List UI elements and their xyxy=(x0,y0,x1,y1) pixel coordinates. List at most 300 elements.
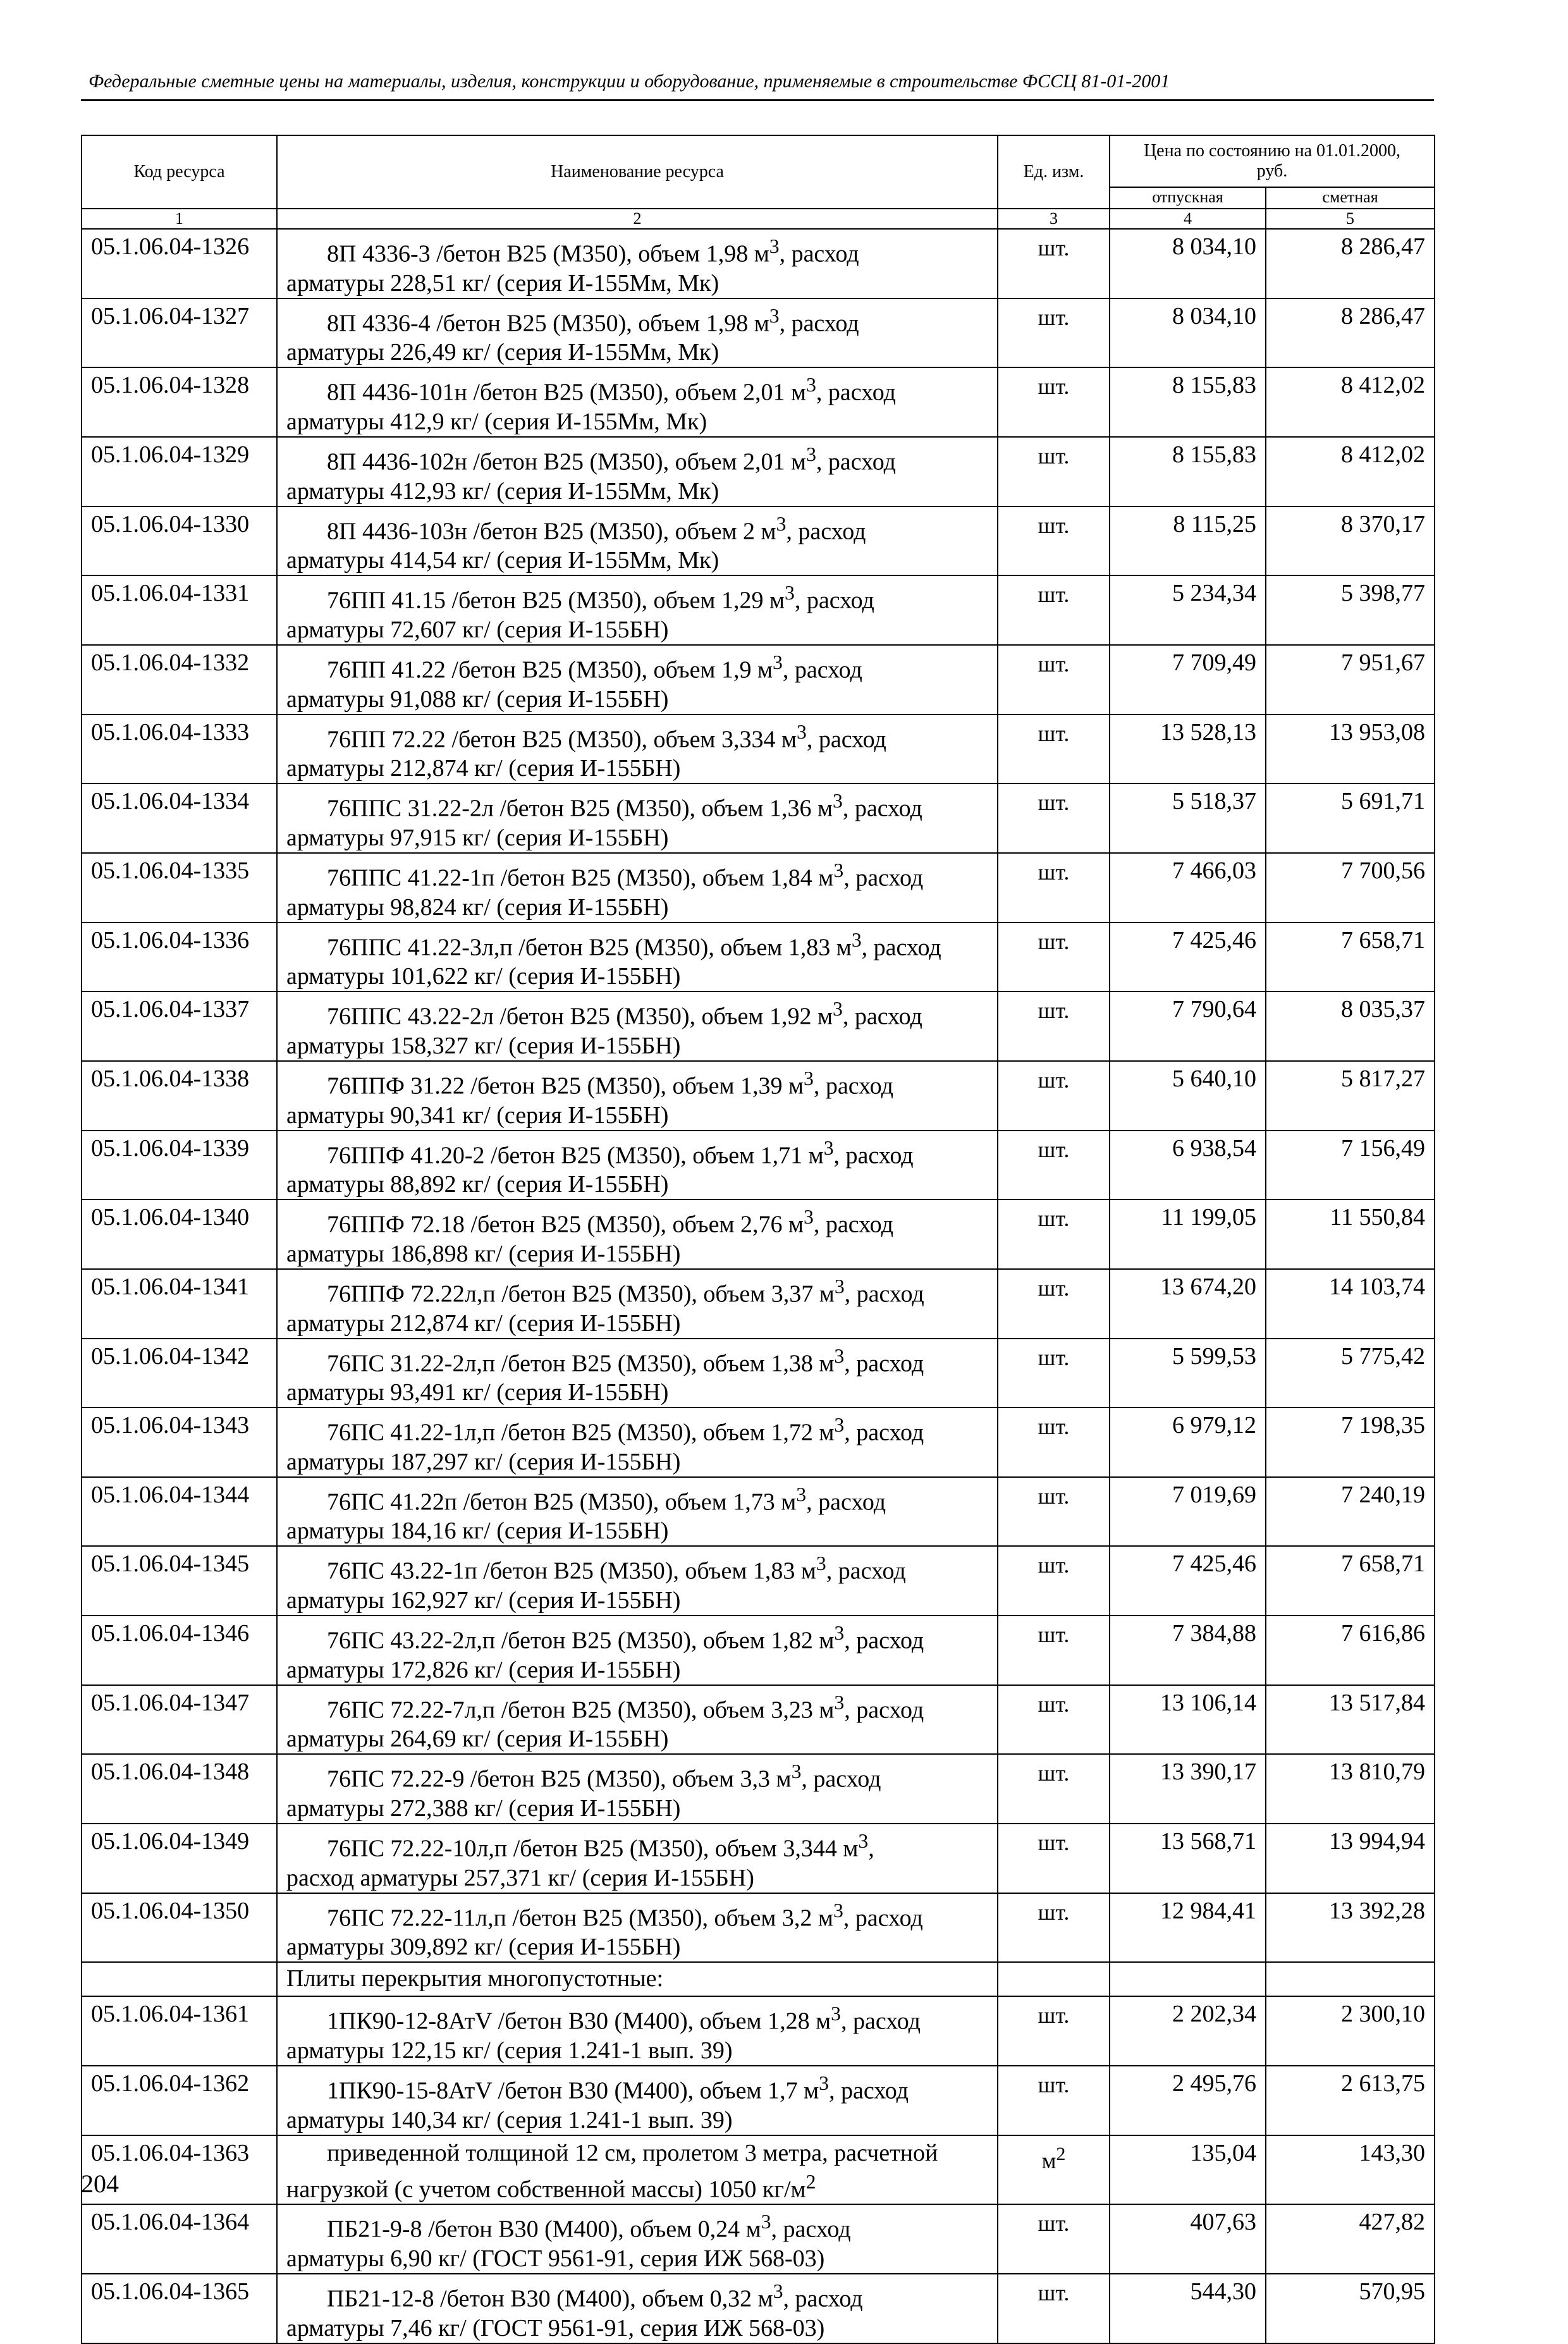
resource-name-line2 xyxy=(286,685,989,714)
unit-text: шт. xyxy=(1038,1344,1070,1370)
unit-text: шт. xyxy=(1038,582,1070,608)
line1-superscript: 3 xyxy=(796,1483,807,1506)
table-row xyxy=(82,923,1435,992)
resource-code: 05.1.06.04-1342 xyxy=(82,1339,277,1408)
line2-text: нагрузкой (с учетом собственной массы) 1050 кг/м xyxy=(286,2176,806,2203)
line1-tail: , расход xyxy=(779,240,859,267)
resource-name xyxy=(277,1824,998,1893)
unit-of-measure xyxy=(998,923,1110,992)
release-price: 7 425,46 xyxy=(1110,1546,1266,1616)
resource-name-line2 xyxy=(286,754,989,783)
resource-name-line2 xyxy=(286,546,989,575)
release-price: 6 979,12 xyxy=(1110,1408,1266,1477)
column-number: 1 xyxy=(82,209,277,229)
unit-of-measure xyxy=(998,1893,1110,1963)
line1-text: 76ПП 72.22 /бетон В25 (М350), объем 3,334 м xyxy=(327,726,797,753)
unit-text: шт. xyxy=(1038,1483,1070,1509)
resource-name-line2 xyxy=(286,1170,989,1199)
line1-superscript: 3 xyxy=(834,1344,845,1367)
resource-name xyxy=(277,923,998,992)
page-number: 204 xyxy=(81,2169,119,2198)
table-row xyxy=(82,229,1435,298)
line2-text: арматуры 228,51 кг/ (серия И-155Мм, Мк) xyxy=(286,269,720,297)
resource-name xyxy=(277,367,998,437)
resource-name-line2 xyxy=(286,2036,989,2065)
resource-name-line2 xyxy=(286,2106,989,2135)
resource-name-line1 xyxy=(286,1757,989,1794)
unit-text: шт. xyxy=(1038,1275,1070,1301)
resource-code: 05.1.06.04-1337 xyxy=(82,991,277,1061)
unit-text: шт. xyxy=(1038,1552,1070,1578)
line1-text: 76ПС 43.22-2л,п /бетон В25 (М350), объем 1,82 м xyxy=(327,1627,835,1654)
unit-text: шт. xyxy=(1038,1899,1070,1925)
resource-name xyxy=(277,645,998,715)
resource-name-line1 xyxy=(286,1619,989,1655)
release-price: 7 466,03 xyxy=(1110,853,1266,923)
unit-of-measure xyxy=(998,298,1110,368)
unit-text: шт. xyxy=(1038,790,1070,816)
unit-of-measure xyxy=(998,2135,1110,2205)
estimate-price: 8 370,17 xyxy=(1266,506,1435,576)
resource-name-line2 xyxy=(286,477,989,506)
unit-of-measure xyxy=(998,1200,1110,1269)
unit-text: шт. xyxy=(1038,2280,1070,2306)
line1-tail: , расход xyxy=(779,310,859,337)
resource-code: 05.1.06.04-1362 xyxy=(82,2066,277,2135)
line1-tail: , расход xyxy=(833,1142,914,1169)
unit-text: шт. xyxy=(1038,720,1070,746)
estimate-price: 5 398,77 xyxy=(1266,575,1435,645)
resource-code: 05.1.06.04-1347 xyxy=(82,1685,277,1755)
table-row xyxy=(82,2135,1435,2205)
line1-tail: , расход xyxy=(816,448,896,476)
estimate-price: 8 286,47 xyxy=(1266,298,1435,368)
release-price: 8 155,83 xyxy=(1110,367,1266,437)
line1-text: 1ПК90-15-8АтV /бетон В30 (М400), объем 1,7 м xyxy=(327,2077,819,2104)
table-row xyxy=(82,437,1435,506)
line1-text: 1ПК90-12-8АтV /бетон В30 (М400), объем 1,28 м xyxy=(327,2008,831,2035)
column-number: 3 xyxy=(998,209,1110,229)
column-header-name: Наименование ресурса xyxy=(277,135,998,209)
resource-name xyxy=(277,1546,998,1616)
unit-text: шт. xyxy=(1038,2003,1070,2028)
running-header: Федеральные сметные цены на материалы, изделия, конструкции и оборудование, применяемые в строительстве ФССЦ 81-01-2001 xyxy=(89,71,1170,92)
resource-name xyxy=(277,1200,998,1269)
line1-superscript: 3 xyxy=(834,1691,845,1714)
line2-text: арматуры 97,915 кг/ (серия И-155БН) xyxy=(286,824,669,851)
line1-tail: , расход xyxy=(801,1766,881,1793)
line2-text: арматуры 93,491 кг/ (серия И-155БН) xyxy=(286,1379,669,1406)
line1-text: 76ПП 41.22 /бетон В25 (М350), объем 1,9 м xyxy=(327,656,773,684)
resource-code: 05.1.06.04-1361 xyxy=(82,1996,277,2066)
unit-text: шт. xyxy=(1038,443,1070,469)
table-row xyxy=(82,1269,1435,1339)
estimate-price: 7 951,67 xyxy=(1266,645,1435,715)
resource-name-line1 xyxy=(286,1342,989,1378)
resource-name xyxy=(277,2066,998,2135)
unit-text: шт. xyxy=(1038,1760,1070,1786)
line1-text: 8П 4436-102н /бетон В25 (М350), объем 2,01 м xyxy=(327,448,807,476)
unit-of-measure xyxy=(998,437,1110,506)
resource-name-line2 xyxy=(286,2168,989,2204)
estimate-price: 2 613,75 xyxy=(1266,2066,1435,2135)
line1-superscript: 3 xyxy=(804,1067,814,1089)
resource-name-line2 xyxy=(286,1378,989,1407)
unit-text: шт. xyxy=(1038,1830,1070,1856)
resource-name-line2 xyxy=(286,962,989,991)
resource-name xyxy=(277,2135,998,2205)
table-row xyxy=(82,1408,1435,1477)
line1-text: 76ППС 31.22-2л /бетон В25 (М350), объем 1,36 м xyxy=(327,795,833,822)
line1-tail: , расход xyxy=(786,518,866,545)
line1-tail: , расход xyxy=(842,1003,922,1030)
resource-name xyxy=(277,853,998,923)
resource-name-line1 xyxy=(286,302,989,338)
line1-text: 76ПС 72.22-11л,п /бетон В25 (М350), объем 3,2 м xyxy=(327,1905,833,1932)
resource-code: 05.1.06.04-1344 xyxy=(82,1477,277,1547)
unit-of-measure xyxy=(998,853,1110,923)
column-header-estimate: сметная xyxy=(1266,187,1435,209)
resource-code: 05.1.06.04-1349 xyxy=(82,1824,277,1893)
estimate-price: 7 240,19 xyxy=(1266,1477,1435,1547)
release-price: 5 640,10 xyxy=(1110,1061,1266,1131)
table-row xyxy=(82,853,1435,923)
table-body-section xyxy=(82,1962,1435,1996)
table-row xyxy=(82,506,1435,576)
line2-text: арматуры 90,341 кг/ (серия И-155БН) xyxy=(286,1101,669,1129)
resource-code: 05.1.06.04-1333 xyxy=(82,715,277,784)
column-number: 5 xyxy=(1266,209,1435,229)
table-row xyxy=(82,645,1435,715)
line1-tail: , расход xyxy=(844,1697,924,1724)
table-row xyxy=(82,2274,1435,2343)
resource-name-line2 xyxy=(286,1794,989,1823)
unit-text: шт. xyxy=(1038,1691,1070,1717)
resource-name-line1 xyxy=(286,995,989,1031)
line1-tail: , расход xyxy=(813,1072,893,1100)
resource-name xyxy=(277,2204,998,2274)
release-price: 5 234,34 xyxy=(1110,575,1266,645)
unit-of-measure xyxy=(998,575,1110,645)
column-header-code: Код ресурса xyxy=(82,135,277,209)
resource-name-line1 xyxy=(286,2277,989,2314)
resource-name xyxy=(277,437,998,506)
estimate-price: 7 616,86 xyxy=(1266,1616,1435,1685)
release-price: 12 984,41 xyxy=(1110,1893,1266,1963)
resource-code: 05.1.06.04-1329 xyxy=(82,437,277,506)
resource-code: 05.1.06.04-1345 xyxy=(82,1546,277,1616)
line2-text: арматуры 7,46 кг/ (ГОСТ 9561-91, серия ИЖ 568-03) xyxy=(286,2314,825,2341)
unit-text: шт. xyxy=(1038,859,1070,885)
line1-text: 76ПС 72.22-9 /бетон В25 (М350), объем 3,3 м xyxy=(327,1766,792,1793)
release-price: 407,63 xyxy=(1110,2204,1266,2274)
unit-of-measure xyxy=(998,1408,1110,1477)
table-row xyxy=(82,2066,1435,2135)
table-body-slabs xyxy=(82,1996,1435,2343)
column-header-release: отпускная xyxy=(1110,187,1266,209)
line1-superscript: 3 xyxy=(833,1899,843,1922)
line2-text: арматуры 412,9 кг/ (серия И-155Мм, Мк) xyxy=(286,408,707,435)
resource-name-line2 xyxy=(286,1932,989,1961)
release-price: 8 155,83 xyxy=(1110,437,1266,506)
line2-text: арматуры 184,16 кг/ (серия И-155БН) xyxy=(286,1518,669,1545)
column-number: 4 xyxy=(1110,209,1266,229)
resource-name xyxy=(277,1339,998,1408)
line1-superscript: 3 xyxy=(773,2280,783,2303)
resource-name xyxy=(277,715,998,784)
resource-code: 05.1.06.04-1338 xyxy=(82,1061,277,1131)
line1-text: 8П 4336-3 /бетон В25 (М350), объем 1,98 м xyxy=(327,240,769,267)
unit-of-measure xyxy=(998,506,1110,576)
estimate-price: 5 691,71 xyxy=(1266,783,1435,853)
estimate-price: 7 658,71 xyxy=(1266,1546,1435,1616)
resource-name-line1 xyxy=(286,856,989,893)
unit-of-measure xyxy=(998,645,1110,715)
resource-code: 05.1.06.04-1331 xyxy=(82,575,277,645)
resource-name-line2 xyxy=(286,1516,989,1545)
table-row xyxy=(82,1546,1435,1616)
resource-code: 05.1.06.04-1365 xyxy=(82,2274,277,2343)
resource-name-line2 xyxy=(286,2314,989,2343)
line1-superscript: 3 xyxy=(769,304,780,327)
estimate-price: 8 412,02 xyxy=(1266,437,1435,506)
line1-tail: , расход xyxy=(771,2216,851,2243)
line1-text: 76ППС 41.22-1п /бетон В25 (М350), объем 1,84 м xyxy=(327,864,834,892)
estimate-price: 8 412,02 xyxy=(1266,367,1435,437)
line2-text: арматуры 122,15 кг/ (серия 1.241-1 вып. 39) xyxy=(286,2037,733,2065)
resource-name-line1 xyxy=(286,1999,989,2036)
release-price: 2 202,34 xyxy=(1110,1996,1266,2066)
table-row xyxy=(82,367,1435,437)
table-row xyxy=(82,715,1435,784)
line1-text: 76ПС 72.22-10л,п /бетон В25 (М350), объем 3,344 м xyxy=(327,1835,859,1862)
estimate-price: 14 103,74 xyxy=(1266,1269,1435,1339)
line1-tail: , расход xyxy=(843,1905,923,1932)
line2-text: арматуры 272,388 кг/ (серия И-155БН) xyxy=(286,1795,681,1822)
line1-superscript: 3 xyxy=(833,859,844,881)
estimate-price: 11 550,84 xyxy=(1266,1200,1435,1269)
table-row xyxy=(82,1616,1435,1685)
resource-name-line1 xyxy=(286,1896,989,1933)
line2-text: арматуры 186,898 кг/ (серия И-155БН) xyxy=(286,1240,681,1267)
resource-name xyxy=(277,1616,998,1685)
table-row xyxy=(82,1339,1435,1408)
unit-of-measure xyxy=(998,1131,1110,1200)
resource-name-line1 xyxy=(286,2069,989,2106)
table-row xyxy=(82,783,1435,853)
resource-code: 05.1.06.04-1363 xyxy=(82,2135,277,2205)
line1-tail: , расход xyxy=(816,379,896,406)
resource-name-line2 xyxy=(286,1447,989,1476)
unit-of-measure xyxy=(998,991,1110,1061)
line2-text: арматуры 309,892 кг/ (серия И-155БН) xyxy=(286,1934,681,1961)
table-row xyxy=(82,1477,1435,1547)
unit-of-measure xyxy=(998,715,1110,784)
estimate-price: 13 392,28 xyxy=(1266,1893,1435,1963)
unit-of-measure xyxy=(998,1546,1110,1616)
resource-code: 05.1.06.04-1332 xyxy=(82,645,277,715)
release-price: 7 709,49 xyxy=(1110,645,1266,715)
resource-name xyxy=(277,229,998,298)
resource-name xyxy=(277,1408,998,1477)
line1-text: 76ППФ 41.20-2 /бетон В25 (М350), объем 1,71 м xyxy=(327,1142,824,1169)
resource-code: 05.1.06.04-1340 xyxy=(82,1200,277,1269)
line1-text: 76ППФ 72.18 /бетон В25 (М350), объем 2,76 м xyxy=(327,1211,804,1238)
line1-superscript: 3 xyxy=(797,720,807,743)
resource-name xyxy=(277,506,998,576)
resource-name-line1 xyxy=(286,648,989,685)
line1-superscript: 3 xyxy=(851,928,862,951)
release-price: 7 790,64 xyxy=(1110,991,1266,1061)
unit-text: шт. xyxy=(1038,2211,1070,2237)
release-price: 5 518,37 xyxy=(1110,783,1266,853)
resource-name-line1 xyxy=(286,1549,989,1586)
resource-name-line2 xyxy=(286,823,989,852)
unit-of-measure xyxy=(998,1616,1110,1685)
resource-name-line2 xyxy=(286,269,989,298)
unit-text: шт. xyxy=(1038,1067,1070,1093)
estimate-price: 7 198,35 xyxy=(1266,1408,1435,1477)
resource-name xyxy=(277,1269,998,1339)
column-number: 2 xyxy=(277,209,998,229)
line1-tail: , расход xyxy=(840,2008,921,2035)
line2-text: арматуры 264,69 кг/ (серия И-155БН) xyxy=(286,1726,669,1753)
resource-code: 05.1.06.04-1326 xyxy=(82,229,277,298)
line1-text: 76ПС 72.22-7л,п /бетон В25 (М350), объем 3,23 м xyxy=(327,1697,835,1724)
release-price: 11 199,05 xyxy=(1110,1200,1266,1269)
resource-code: 05.1.06.04-1328 xyxy=(82,367,277,437)
resource-name-line1 xyxy=(286,1064,989,1101)
line1-text: 76ПП 41.15 /бетон В25 (М350), объем 1,29 м xyxy=(327,587,785,614)
line2-superscript: 2 xyxy=(805,2170,816,2193)
line1-superscript: 3 xyxy=(761,2211,771,2233)
line1-superscript: 3 xyxy=(834,1414,845,1437)
resource-code: 05.1.06.04-1336 xyxy=(82,923,277,992)
estimate-price: 5 775,42 xyxy=(1266,1339,1435,1408)
line1-superscript: 3 xyxy=(819,2072,829,2095)
line1-superscript: 3 xyxy=(806,374,816,396)
resource-code: 05.1.06.04-1330 xyxy=(82,506,277,576)
resource-name-line2 xyxy=(286,1031,989,1060)
table-row xyxy=(82,2204,1435,2274)
resource-name xyxy=(277,1996,998,2066)
release-price: 8 115,25 xyxy=(1110,506,1266,576)
line2-text: арматуры 212,874 кг/ (серия И-155БН) xyxy=(286,755,681,782)
column-number-row xyxy=(82,209,1435,229)
resource-name-line2 xyxy=(286,1101,989,1130)
line1-tail: , расход xyxy=(783,2285,863,2312)
release-price: 7 384,88 xyxy=(1110,1616,1266,1685)
resource-name-line2 xyxy=(286,893,989,922)
estimate-price: 8 035,37 xyxy=(1266,991,1435,1061)
unit-text: шт. xyxy=(1038,304,1070,330)
line1-tail: , расход xyxy=(844,1280,924,1308)
resource-code: 05.1.06.04-1327 xyxy=(82,298,277,368)
resource-name-line1 xyxy=(286,2138,989,2168)
line1-text: ПБ21-9-8 /бетон В30 (М400), объем 0,24 м xyxy=(327,2216,761,2243)
column-header-unit: Ед. изм. xyxy=(998,135,1110,209)
line2-text: арматуры 212,874 кг/ (серия И-155БН) xyxy=(286,1310,681,1337)
release-price: 8 034,10 xyxy=(1110,229,1266,298)
header-divider xyxy=(81,99,1434,101)
line2-text: арматуры 91,088 кг/ (серия И-155БН) xyxy=(286,685,669,713)
unit-of-measure xyxy=(998,1477,1110,1547)
line1-tail: , xyxy=(868,1835,874,1862)
release-price: 2 495,76 xyxy=(1110,2066,1266,2135)
estimate-price: 2 300,10 xyxy=(1266,1996,1435,2066)
resource-code: 05.1.06.04-1335 xyxy=(82,853,277,923)
resource-name-line1 xyxy=(286,510,989,546)
release-price: 13 674,20 xyxy=(1110,1269,1266,1339)
unit-text: шт. xyxy=(1038,1206,1070,1232)
table-row xyxy=(82,1824,1435,1893)
unit-superscript: 2 xyxy=(1056,2143,1066,2164)
table-body-main xyxy=(82,229,1435,1962)
table-row xyxy=(82,1754,1435,1824)
line1-text: 8П 4436-103н /бетон В25 (М350), объем 2 м xyxy=(327,518,776,545)
resource-name-line2 xyxy=(286,1586,989,1615)
release-price: 135,04 xyxy=(1110,2135,1266,2205)
unit-of-measure xyxy=(998,367,1110,437)
resource-name xyxy=(277,991,998,1061)
resource-name-line1 xyxy=(286,926,989,962)
line1-tail: , расход xyxy=(844,1627,924,1654)
unit-text: шт. xyxy=(1038,1136,1070,1162)
resource-name-line2 xyxy=(286,407,989,436)
unit-text: шт. xyxy=(1038,235,1070,261)
section-release-cell xyxy=(1110,1962,1266,1996)
resource-code: 05.1.06.04-1346 xyxy=(82,1616,277,1685)
estimate-price: 13 517,84 xyxy=(1266,1685,1435,1755)
line2-text: арматуры 412,93 кг/ (серия И-155Мм, Мк) xyxy=(286,477,720,505)
line2-text: арматуры 187,297 кг/ (серия И-155БН) xyxy=(286,1448,681,1475)
resource-name-line1 xyxy=(286,2207,989,2244)
estimate-price: 13 810,79 xyxy=(1266,1754,1435,1824)
table-row xyxy=(82,298,1435,368)
unit-text: м xyxy=(1041,2147,1057,2173)
estimate-price: 7 156,49 xyxy=(1266,1131,1435,1200)
table-row xyxy=(82,991,1435,1061)
line1-text: приведенной толщиной 12 см, пролетом 3 метра, расчетной xyxy=(327,2139,938,2166)
line1-superscript: 3 xyxy=(791,1760,802,1783)
unit-text: шт. xyxy=(1038,512,1070,538)
line1-superscript: 3 xyxy=(804,1206,814,1229)
line1-tail: , расход xyxy=(826,1558,906,1585)
estimate-price: 5 817,27 xyxy=(1266,1061,1435,1131)
resource-name-line1 xyxy=(286,232,989,269)
unit-of-measure xyxy=(998,2066,1110,2135)
column-header-price-group: Цена по состоянию на 01.01.2000, руб. xyxy=(1110,135,1435,187)
line2-text: арматуры 140,34 кг/ (серия 1.241-1 вып. 39) xyxy=(286,2106,733,2133)
line1-text: ПБ21-12-8 /бетон В30 (М400), объем 0,32 м xyxy=(327,2285,773,2312)
release-price: 7 019,69 xyxy=(1110,1477,1266,1547)
unit-of-measure xyxy=(998,2274,1110,2343)
line2-text: арматуры 226,49 кг/ (серия И-155Мм, Мк) xyxy=(286,339,720,366)
estimate-price: 427,82 xyxy=(1266,2204,1435,2274)
unit-text: шт. xyxy=(1038,2072,1070,2098)
release-price: 13 106,14 xyxy=(1110,1685,1266,1755)
line1-text: 76ППС 41.22-3л,п /бетон В25 (М350), объем 1,83 м xyxy=(327,934,852,961)
release-price: 544,30 xyxy=(1110,2274,1266,2343)
resource-name-line1 xyxy=(286,787,989,823)
resource-name-line2 xyxy=(286,1655,989,1684)
unit-of-measure xyxy=(998,1685,1110,1755)
line1-superscript: 3 xyxy=(823,1136,834,1159)
section-title: Плиты перекрытия многопустотные: xyxy=(277,1962,998,1996)
estimate-price: 13 953,08 xyxy=(1266,715,1435,784)
line2-text: арматуры 88,892 кг/ (серия И-155БН) xyxy=(286,1171,669,1198)
line2-text: арматуры 162,927 кг/ (серия И-155БН) xyxy=(286,1587,681,1614)
